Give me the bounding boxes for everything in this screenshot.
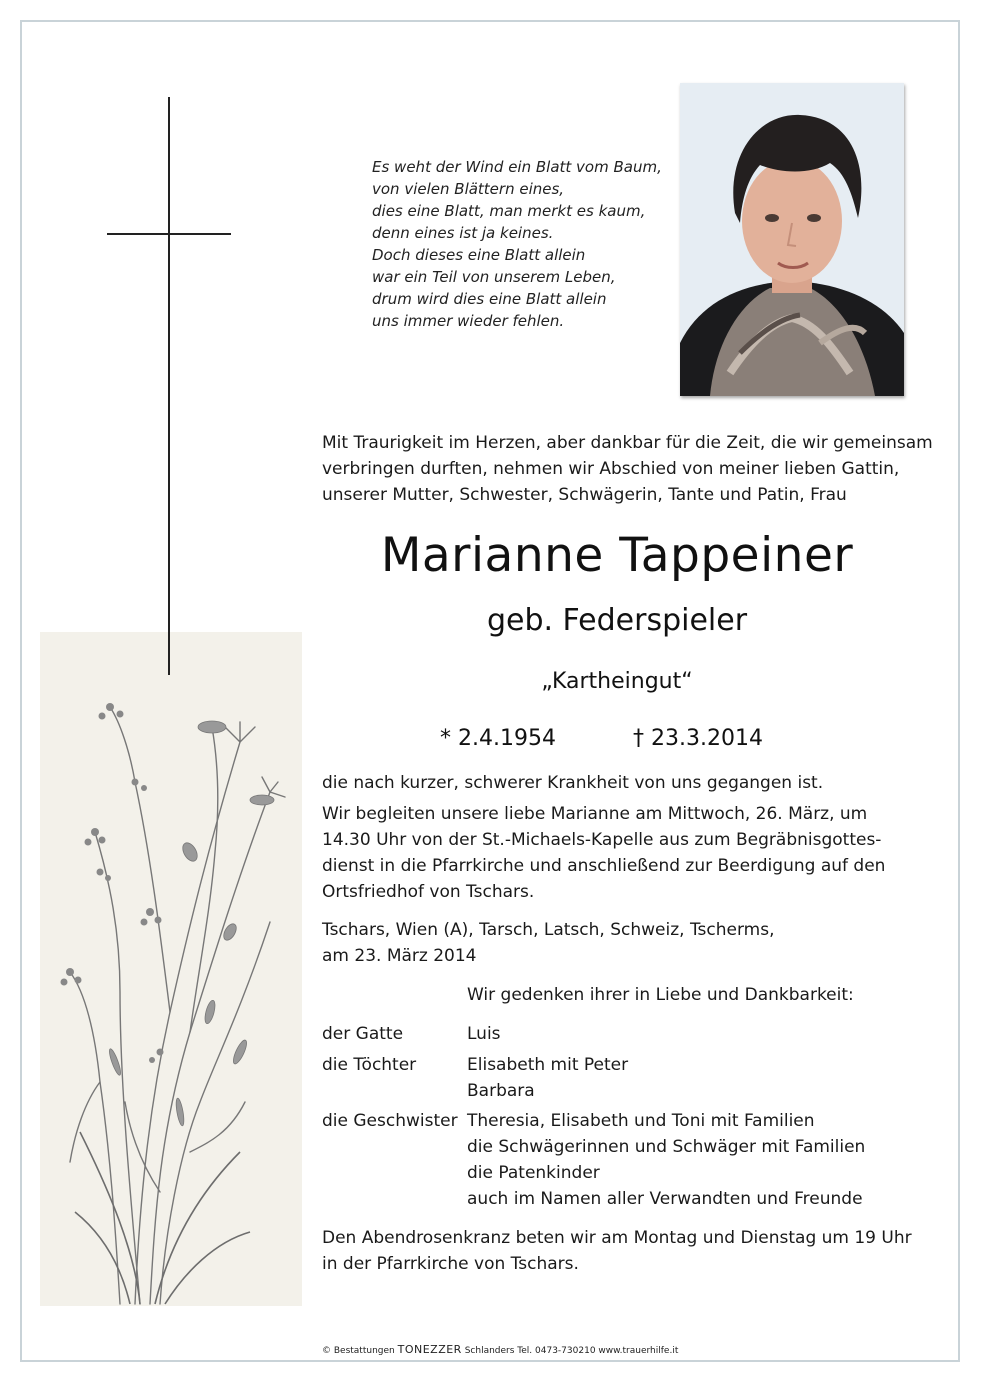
poem-line: Es weht der Wind ein Blatt vom Baum, — [372, 158, 662, 176]
rosary-notice — [322, 1225, 914, 1277]
mourner-name: Elisabeth mit Peter — [467, 1055, 629, 1075]
poem-line: uns immer wieder fehlen. — [372, 312, 565, 330]
rosary-line: in der Pfarrkirche von Tschars. — [322, 1254, 579, 1274]
birth-date: * 2.4.1954 — [440, 726, 556, 751]
mourner-name: Theresia, Elisabeth und Toni mit Familien — [467, 1111, 815, 1131]
names-spouse — [467, 1021, 501, 1047]
names-daughters — [467, 1052, 628, 1104]
announcement-line: dienst in die Pfarrkirche und anschließend zur Beerdigung auf den — [322, 856, 886, 876]
role-spouse: der Gatte — [322, 1024, 404, 1044]
names-siblings — [467, 1108, 865, 1212]
announcement-line: Ortsfriedhof von Tschars. — [322, 882, 535, 902]
funeral-details — [322, 801, 914, 905]
mourner-name: Luis — [467, 1024, 501, 1044]
footer-credit — [322, 1343, 722, 1356]
mourner-name: die Schwägerinnen und Schwäger mit Familien — [467, 1137, 866, 1157]
nickname: „Kartheingut“ — [541, 669, 693, 694]
intro-line: unserer Mutter, Schwester, Schwägerin, Tante und Patin, Frau — [322, 485, 847, 505]
footer-brand: TONEZZER — [397, 1343, 462, 1356]
intro-paragraph — [322, 430, 933, 508]
wildflower-illustration — [40, 632, 302, 1306]
rosary-line: Den Abendrosenkranz beten wir am Montag und Dienstag um 19 Uhr — [322, 1228, 912, 1248]
cross-horizontal-line — [107, 233, 231, 235]
announcement-line: die nach kurzer, schwerer Krankheit von uns gegangen ist. — [322, 773, 824, 793]
poem-line: von vielen Blättern eines, — [372, 180, 565, 198]
role-daughters: die Töchter — [322, 1055, 417, 1075]
poem — [372, 156, 672, 332]
mourners-heading: Wir gedenken ihrer in Liebe und Dankbarkeit: — [467, 985, 854, 1005]
place-date — [322, 917, 914, 969]
death-date: † 23.3.2014 — [633, 726, 763, 751]
mourner-name: Barbara — [467, 1081, 535, 1101]
maiden-name: geb. Federspieler — [486, 603, 748, 638]
deceased-name: Marianne Tappeiner — [380, 528, 854, 583]
announcement-line: Wir begleiten unsere liebe Marianne am Mittwoch, 26. März, um — [322, 804, 868, 824]
intro-line: verbringen durften, nehmen wir Abschied von meiner lieben Gattin, — [322, 459, 900, 479]
poem-line: denn eines ist ja keines. — [372, 224, 554, 242]
portrait-photo — [680, 83, 904, 396]
intro-line: Mit Traurigkeit im Herzen, aber dankbar für die Zeit, die wir gemeinsam — [322, 433, 933, 453]
footer-prefix: © Bestattungen — [322, 1346, 395, 1356]
poem-line: dies eine Blatt, man merkt es kaum, — [372, 202, 646, 220]
role-siblings: die Geschwister — [322, 1111, 458, 1131]
announcement-paragraph — [322, 770, 914, 796]
footer-suffix: Schlanders Tel. 0473-730210 www.trauerhilfe.it — [464, 1346, 679, 1356]
place-line: am 23. März 2014 — [322, 946, 477, 966]
mourner-name: die Patenkinder — [467, 1163, 600, 1183]
announcement-line: 14.30 Uhr von der St.-Michaels-Kapelle aus zum Begräbnisgottes- — [322, 830, 882, 850]
poem-line: Doch dieses eine Blatt allein — [372, 246, 586, 264]
place-line: Tschars, Wien (A), Tarsch, Latsch, Schweiz, Tscherms, — [322, 920, 775, 940]
mourner-name: auch im Namen aller Verwandten und Freunde — [467, 1189, 863, 1209]
cross-vertical-line — [168, 97, 170, 675]
poem-line: war ein Teil von unserem Leben, — [372, 268, 616, 286]
poem-line: drum wird dies eine Blatt allein — [372, 290, 607, 308]
